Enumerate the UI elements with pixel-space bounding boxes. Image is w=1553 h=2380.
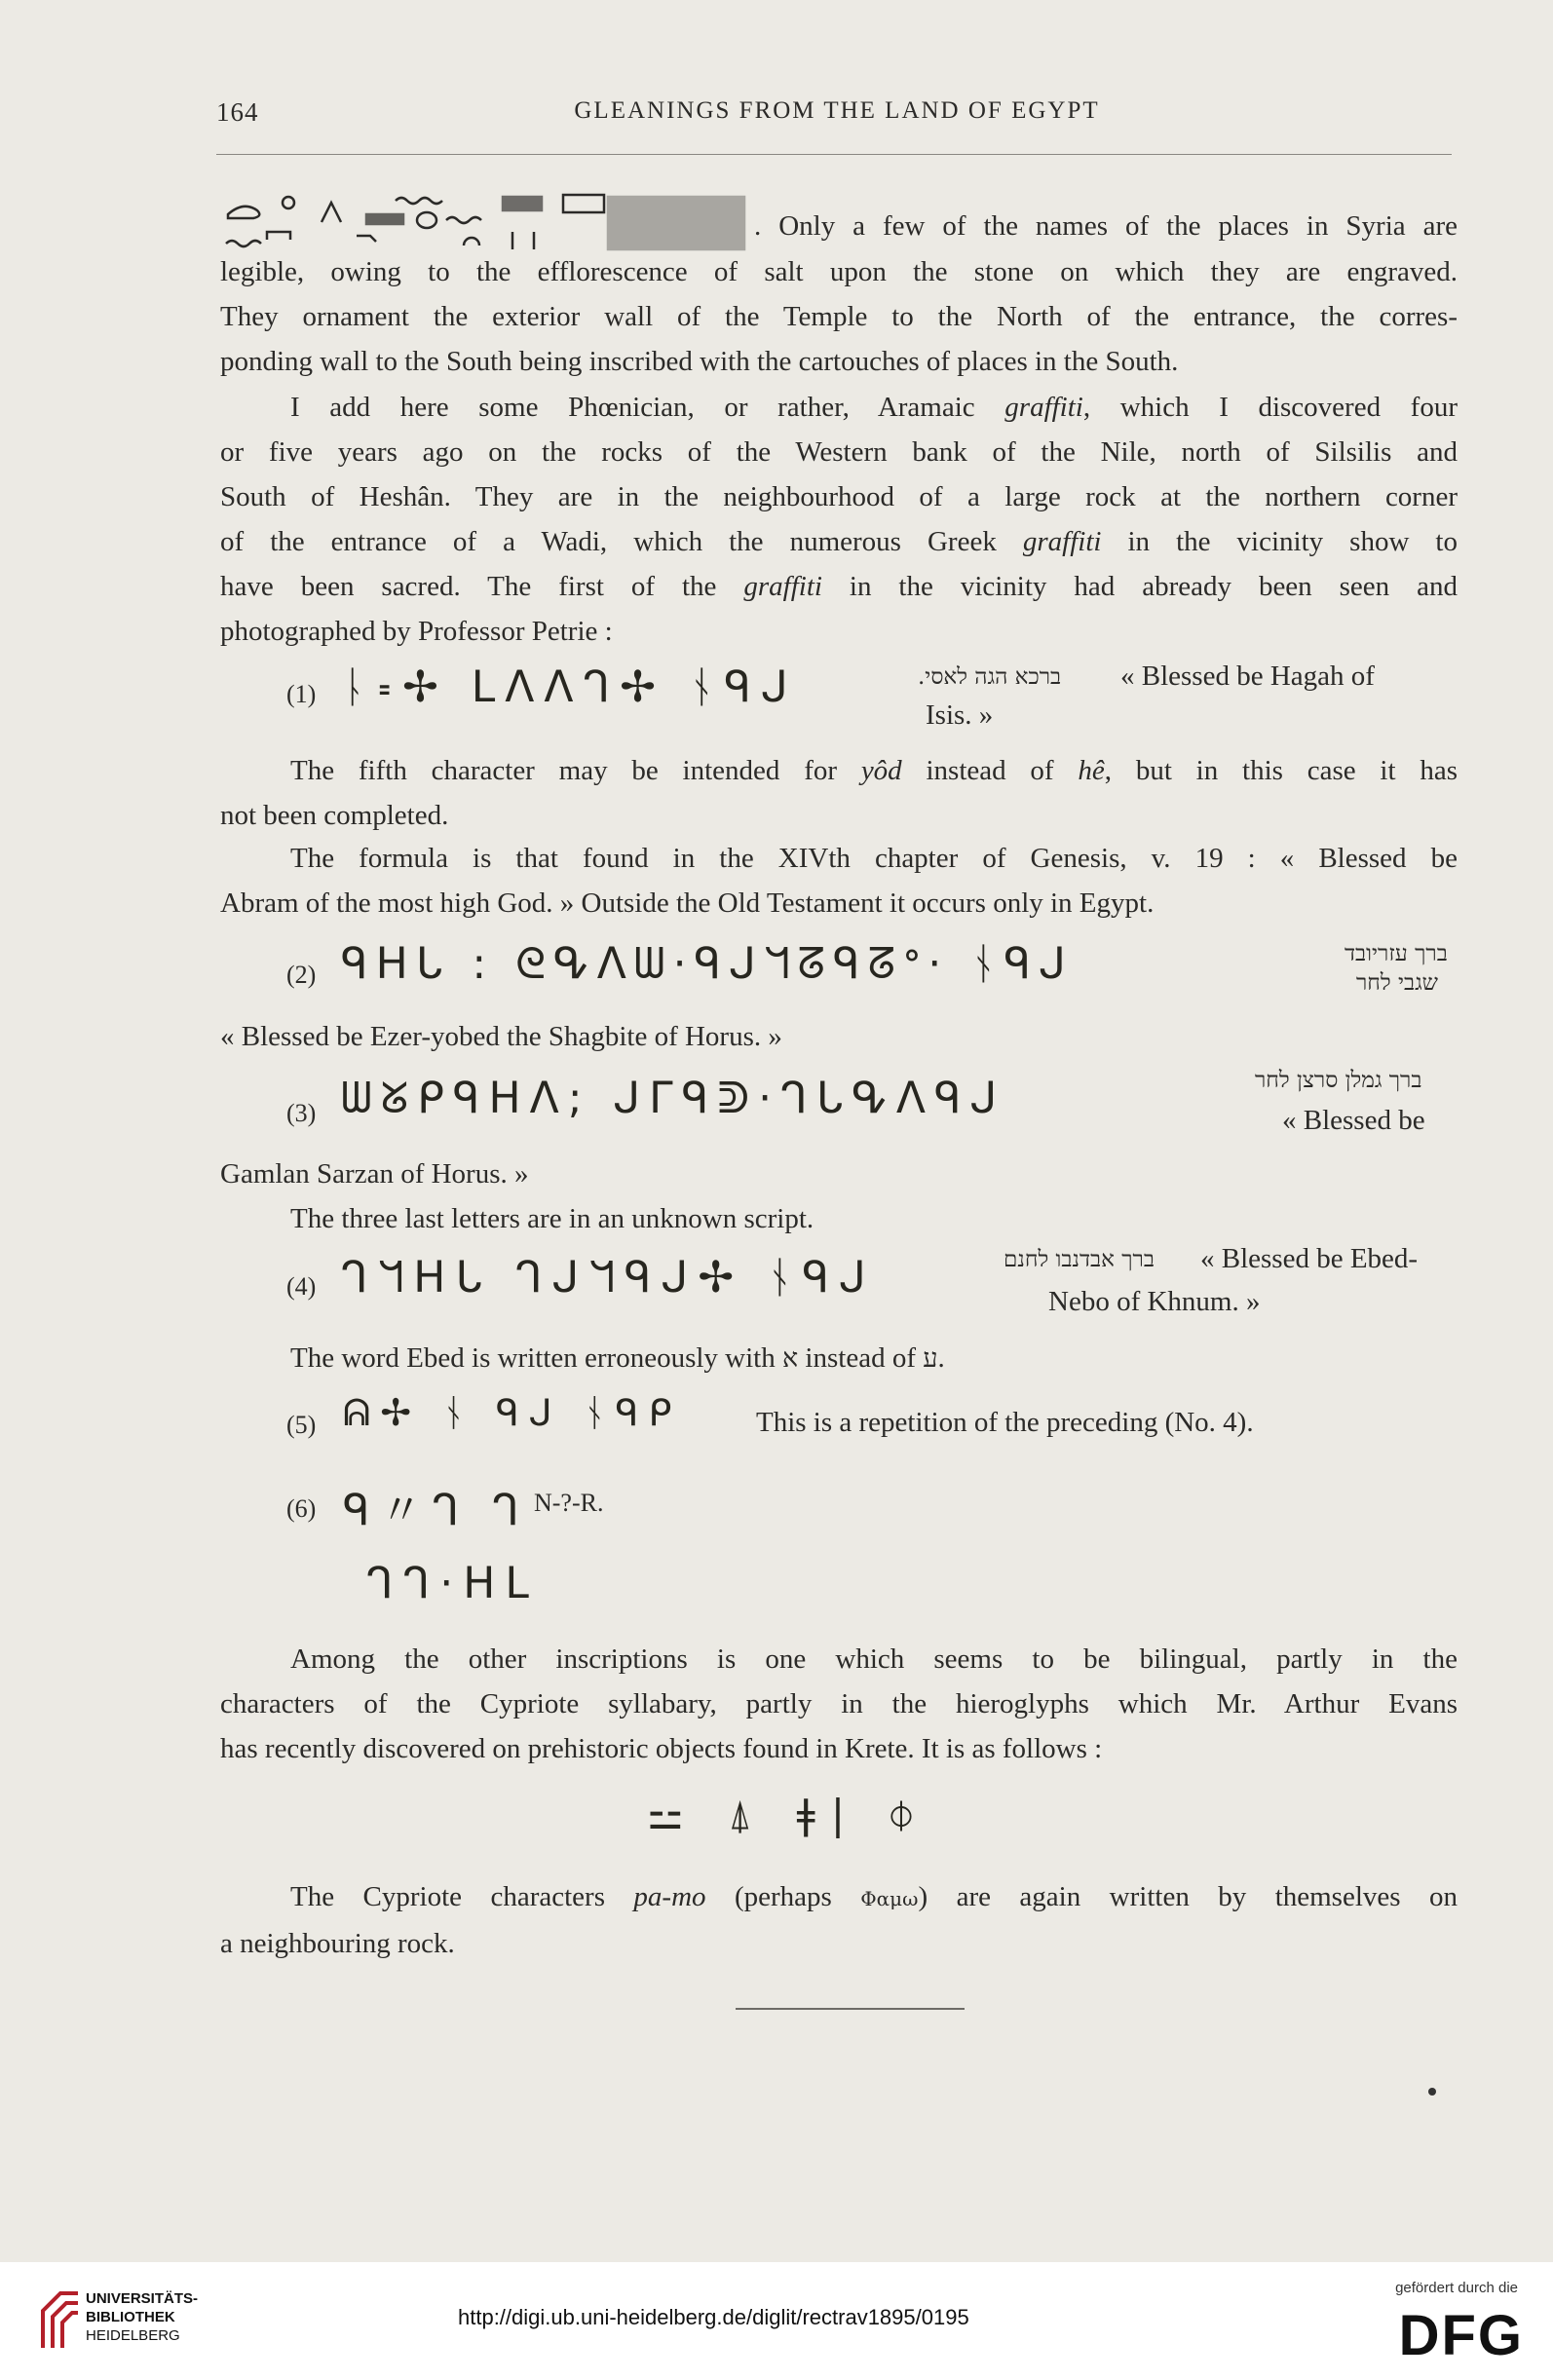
inscription-number: (4) <box>286 1272 317 1301</box>
inscription-glyphs: ᑫᕼᒐ : ᘓᕴᐱᗯ·ᑫᒍᖻᘔᑫᘔᐤ· ᚾᑫᒍ <box>341 939 1074 989</box>
text-line: Gamlan Sarzan of Horus. » <box>220 1158 529 1190</box>
text-line: I add here some Phœnician, or rather, Aramaic graffiti, which I discovered four <box>290 392 1458 423</box>
translation: « Blessed be <box>1282 1105 1425 1136</box>
text-line: has recently discovered on prehistoric objects found in Krete. It is as follows : <box>220 1733 1103 1764</box>
inscription-number: (2) <box>286 961 317 989</box>
text-line: The fifth character may be intended for yôd instead of hê, but in this case it has <box>290 755 1458 786</box>
text-line: The formula is that found in the XIVth chapter of Genesis, v. 19 : « Blessed be <box>290 843 1458 874</box>
library-logo-icon <box>39 2284 80 2352</box>
text-line: legible, owing to the efflorescence of salt upon the stone on which they are engraved. <box>220 256 1458 287</box>
hieroglyph-group <box>220 193 752 253</box>
inscription-glyphs: ᗯᘜᑭᑫᕼᐱ; ᒍᒥᑫᕲ·ᒉᒐᕴᐱᑫᒍ <box>341 1074 1006 1123</box>
inscription-glyphs: ᚿ꞊✢ ᒪᐱᐱᒉ✢ ᚾᑫᒍ <box>341 662 798 712</box>
transliteration: N-?-R. <box>534 1489 604 1517</box>
inscription-number: (3) <box>286 1099 317 1127</box>
header-rule <box>216 154 1452 155</box>
hebrew-transcription: ברך עזריובד <box>1345 941 1448 966</box>
library-name: UNIVERSITÄTS- BIBLIOTHEK HEIDELBERG <box>86 2290 199 2344</box>
digitization-footer <box>0 2262 1553 2380</box>
intro-line-1-tail: . Only a few of the names of the places in Syria are <box>754 210 1458 242</box>
page-mark <box>1428 2088 1436 2096</box>
hebrew-transcription: ברכא הגה לאסי. <box>918 664 1062 690</box>
text-line: Abram of the most high God. » Outside the Old Testament it occurs only in Egypt. <box>220 888 1155 919</box>
intro-paragraph <box>220 249 1458 384</box>
cypriote-explanation <box>220 1874 1458 1966</box>
inscription-number: (6) <box>286 1494 317 1523</box>
text-line: or five years ago on the rocks of the Western bank of the Nile, north of Silsilis and <box>220 436 1458 468</box>
cypriote-glyphs: ⚍ ⍋ ǂ| ⏀ <box>647 1791 929 1838</box>
text-line: characters of the Cypriote syllabary, partly in the hieroglyphs which Mr. Arthur Evans <box>220 1688 1458 1719</box>
text-line: of the entrance of a Wadi, which the numerous Greek graffiti in the vicinity show to <box>220 526 1458 557</box>
inscription-3-translation-cont <box>220 1152 1458 1241</box>
text-line: Among the other inscriptions is one which seems to be bilingual, partly in the <box>290 1643 1458 1675</box>
text-line: ponding wall to the South being inscribed with the cartouches of places in the South. <box>220 346 1179 377</box>
end-rule <box>736 2008 965 2010</box>
text-line: not been completed. <box>220 800 449 831</box>
cypriote-paragraph <box>220 1637 1458 1771</box>
text-line: photographed by Professor Petrie : <box>220 616 613 647</box>
fifth-character-note <box>220 748 1458 838</box>
running-title: GLEANINGS FROM THE LAND OF EGYPT <box>574 97 1100 124</box>
page-header <box>216 97 1458 136</box>
inscription-number: (5) <box>286 1411 317 1439</box>
dfg-logo: DFG <box>1398 2304 1524 2367</box>
hebrew-transcription: ברך גמלן סרצן לחר <box>1255 1068 1422 1093</box>
page-number: 164 <box>216 97 259 127</box>
permalink-link[interactable]: http://digi.ub.uni-heidelberg.de/diglit/rectrav1895/0195 <box>458 2305 969 2329</box>
hebrew-transcription: ברך אבדנבו לחנם <box>1004 1247 1155 1272</box>
translation-cont: Isis. » <box>926 699 994 731</box>
inscription-number: (1) <box>286 680 317 708</box>
repetition-note: This is a repetition of the preceding (No. 4). <box>756 1407 1254 1438</box>
inscription-glyphs-2: ᒉᒉ·ᕼᒪ <box>366 1559 539 1608</box>
text-line: have been sacred. The first of the graffiti in the vicinity had abready been seen and <box>220 571 1458 602</box>
text-line: South of Heshân. They are in the neighbourhood of a large rock at the northern corner <box>220 481 1458 512</box>
translation: « Blessed be Ebed- <box>1200 1243 1419 1274</box>
text-line: The three last letters are in an unknown script. <box>290 1203 814 1234</box>
inscription-glyphs: ᒉᖻᕼᒐ ᒉᒍᖻᑫᒍ✢ ᚾᑫᒍ <box>341 1253 876 1303</box>
text-line: a neighbouring rock. <box>220 1928 455 1959</box>
inscription-glyphs: ᕱ✢ ᚾ ᑫᒍ ᚾᑫᑭ <box>343 1391 682 1434</box>
translation-cont: Nebo of Khnum. » <box>1048 1286 1261 1317</box>
text-line: The Cypriote characters pa-mo (perhaps Φαμω) are again written by themselves on <box>290 1881 1458 1912</box>
inscription-2-translation: « Blessed be Ezer-yobed the Shagbite of Horus. » <box>220 1021 782 1052</box>
formula-note <box>220 836 1458 926</box>
ebed-note: The word Ebed is written erroneously with א instead of ע. <box>290 1342 945 1374</box>
graffiti-paragraph <box>220 385 1458 654</box>
translation: « Blessed be Hagah of <box>1120 661 1375 692</box>
hebrew-transcription-cont: שגבי לחר <box>1356 970 1438 996</box>
funding-label: gefördert durch die <box>1395 2280 1518 2296</box>
text-line: They ornament the exterior wall of the Temple to the North of the entrance, the corres- <box>220 301 1458 332</box>
inscription-glyphs: ᑫ〃ᒉ ᒉ <box>343 1486 529 1535</box>
